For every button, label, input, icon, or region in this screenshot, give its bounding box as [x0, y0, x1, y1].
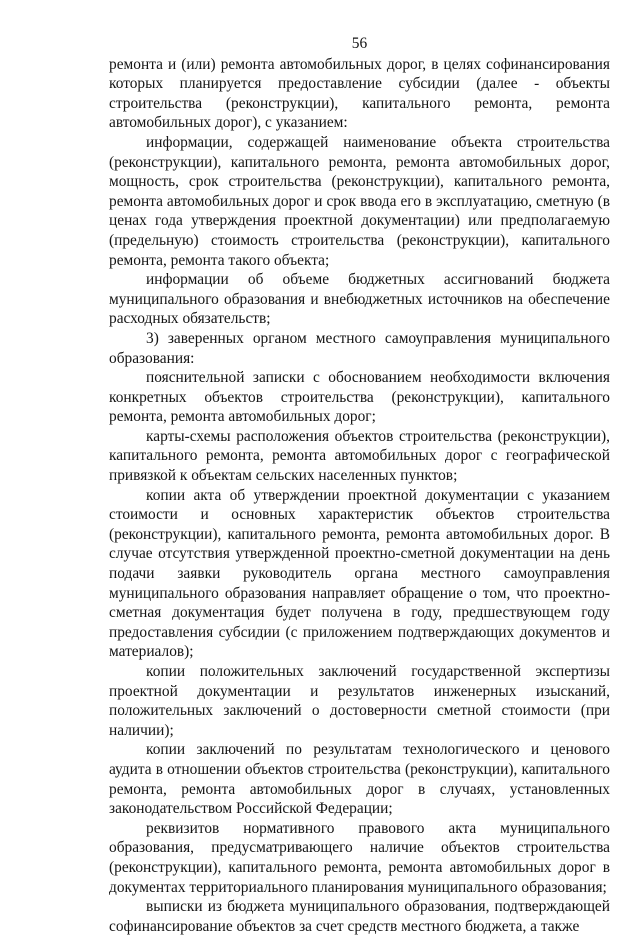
paragraph-budget-info: информации об объеме бюджетных ассигнований бюджета муниципального образования и внебюджетных источников на обеспечение расходных обязательств; [109, 271, 610, 328]
paragraph-object-info: информации, содержащей наименование объекта строительства (реконструкции), капитального ремонта, ремонта автомобильных дорог, мощность, срок строительства (реконструкции), капитального ремонта, ремонта автомобильных дорог и срок ввода его в эксплуатацию, сметную (в ценах года утверждения проектной документации) или предполагаемую (предельную) стоимость строительства (реконструкции), капитального ремонта, ремонта такого объекта; [109, 133, 610, 269]
paragraph-expertise-conclusions: копии положительных заключений государственной экспертизы проектной документации и результатов инженерных изысканий, положительных заключений о достоверности сметной стоимости (при наличии); [109, 663, 610, 739]
page-number: 56 [351, 35, 368, 52]
paragraph-audit-conclusions: копии заключений по результатам технологического и ценового аудита в отношении объектов строительства (реконструкции), капитального ремонта, ремонта автомобильных дорог в случаях, установленных законодательством Российской Федерации; [109, 741, 610, 818]
paragraph-explanatory-note: пояснительной записки с обоснованием необходимости включения конкретных объектов строительства (реконструкции), капитального ремонта, ремонта автомобильных дорог; [109, 369, 610, 426]
paragraph-map-scheme: карты-схемы расположения объектов строительства (реконструкции), капитального ремонта, ремонта автомобильных дорог с географической привязкой к объектам сельских населенных пунктов; [109, 427, 610, 485]
paragraph-budget-extract: выписки из бюджета муниципального образования, подтверждающей софинансирование объектов за счет средств местного бюджета, а также [109, 898, 610, 935]
paragraph-subject-list-intro: ремонта и (или) ремонта автомобильных дорог, в целях софинансирования которых планируется предоставление субсидии (далее - объекты строительства (реконструкции), капитального ремонта, ремонта автомобильных дорог), с указанием: [109, 55, 610, 132]
paragraph-item-3: 3) заверенных органом местного самоуправления муниципального образования: [109, 329, 610, 367]
paragraph-project-approval-act: копии акта об утверждении проектной документации с указанием стоимости и основных характеристик объектов строительства (реконструкции), капитального ремонта, ремонта автомобильных дорог. В случае отсутствия утвержденной проектно-сметной документации на день подачи заявки руководитель органа местного самоуправления муниципального образования направляет обращение о том, что проектно-сметная документация будет получена в году, предшествующем году предоставления субсидии (с приложением подтверждающих документов и материалов); [109, 486, 610, 661]
paragraph-normative-act: реквизитов нормативного правового акта муниципального образования, предусматривающего наличие объектов строительства (реконструкции), капитального ремонта, ремонта автомобильных дорог в документах территориального планирования муниципального образования; [109, 819, 610, 896]
